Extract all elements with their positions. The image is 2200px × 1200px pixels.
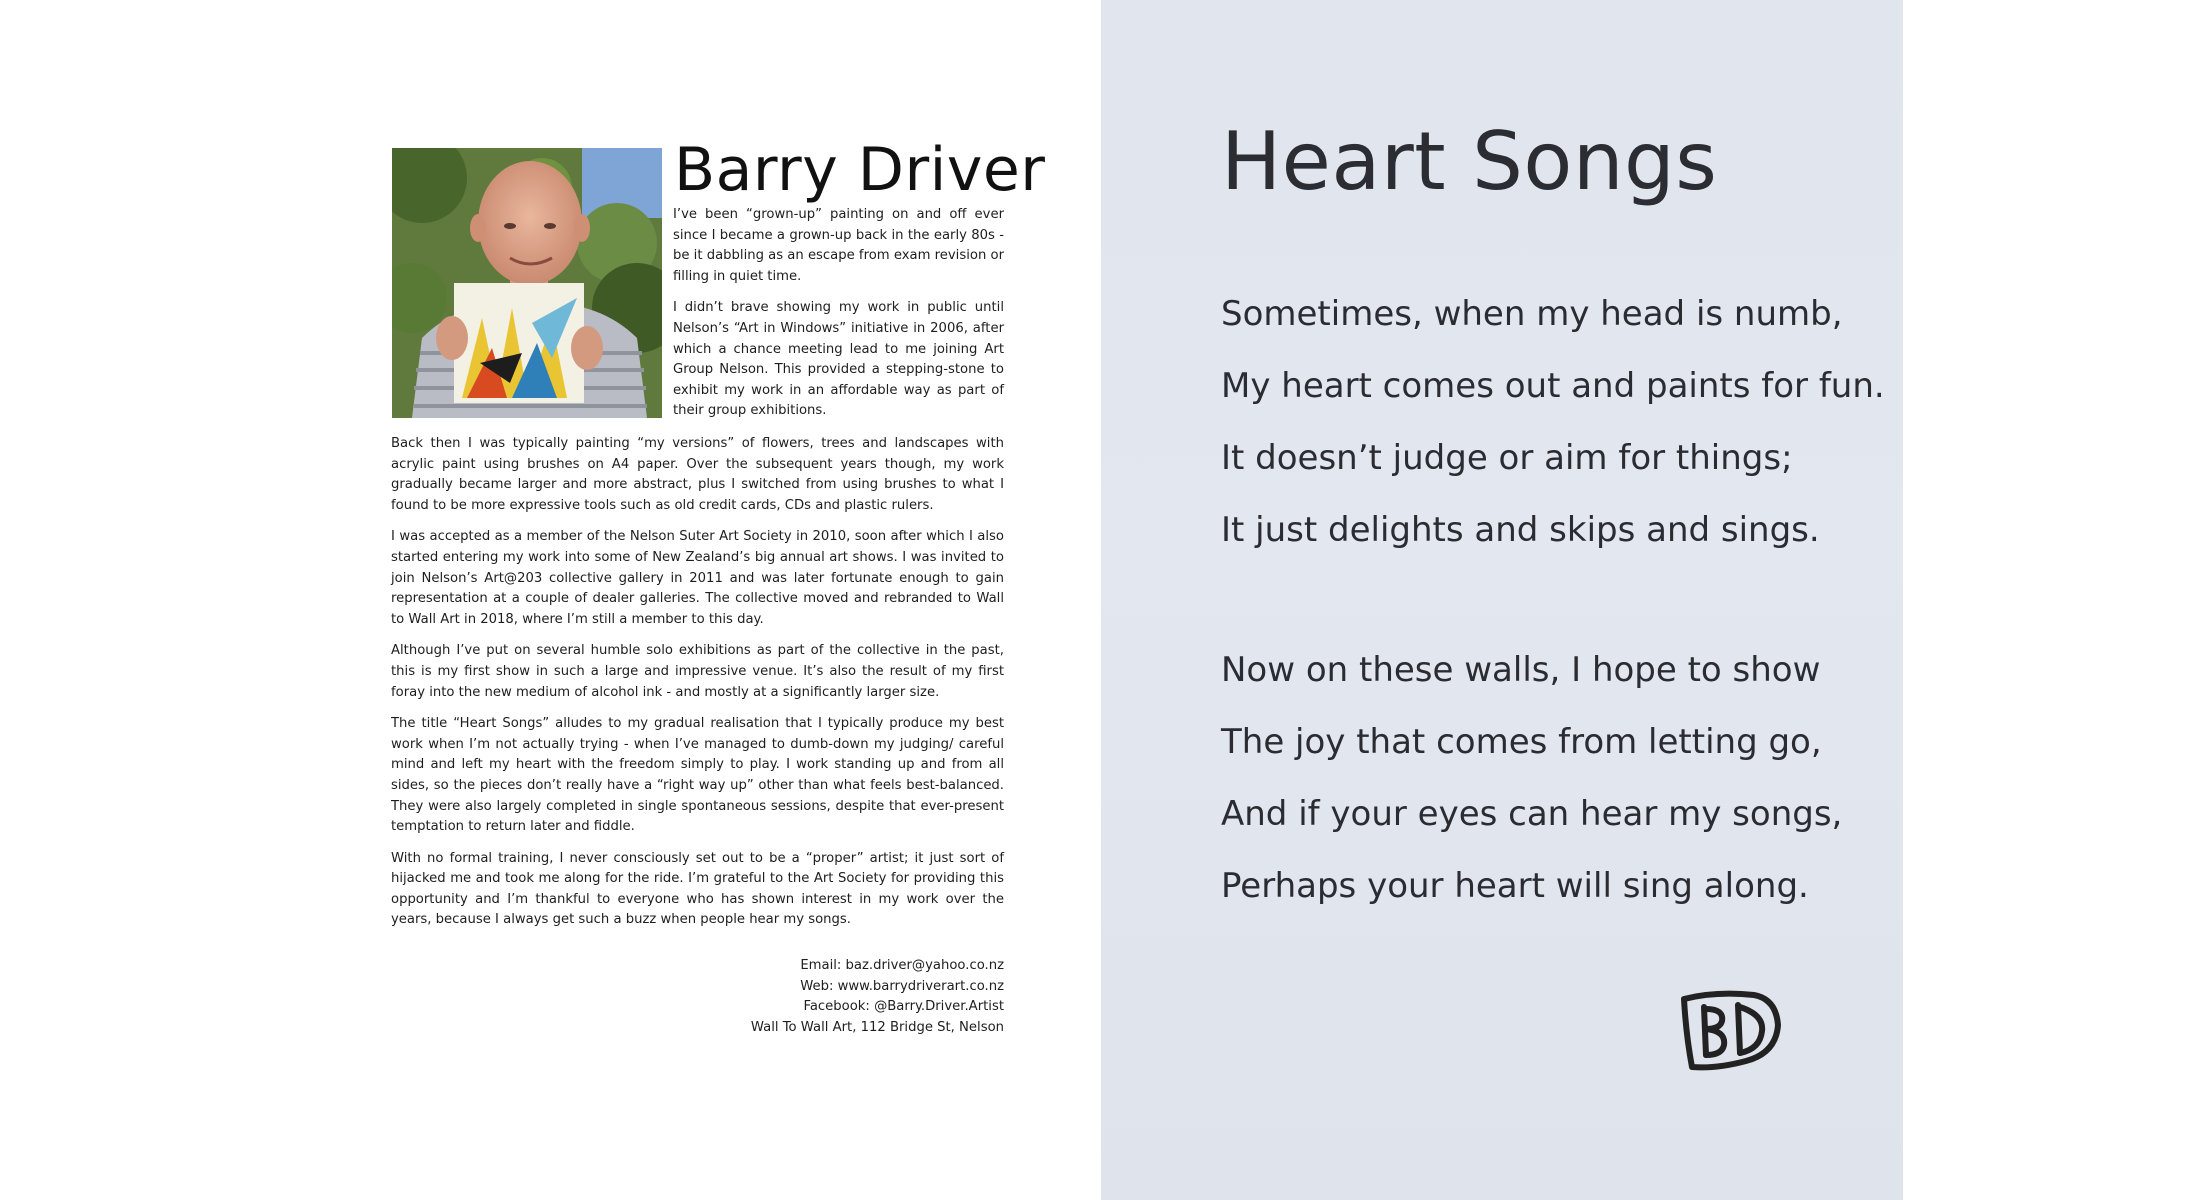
bio-paragraph: I didn’t brave showing my work in public until Nelson’s “Art in Windows” initiative in 2006, after which a chance meeting lead to me joining Art Group Nelson. This provided a stepping-stone to exhibit my work in an affordable way as part of their group exhibitions. [673,300,1004,419]
poem-line: Sometimes, when my head is numb, [1221,294,1843,334]
poem-line: And if your eyes can hear my songs, [1221,794,1843,834]
poem-line: Perhaps your heart will sing along. [1221,866,1809,906]
bio-intro [673,205,1004,433]
bio-paragraph: I’ve been “grown-up” painting on and off ever since I became a grown-up back in the early 80s - be it dabbling as an escape from exam revision or filling in quiet time. [673,207,1004,284]
contact-details [751,956,1004,1038]
poem-title: Heart Songs [1221,115,1718,208]
contact-address: Wall To Wall Art, 112 Bridge St, Nelson [750,1019,1004,1035]
poem-line: It just delights and skips and sings. [1221,510,1820,550]
poem-line: Now on these walls, I hope to show [1221,650,1821,690]
contact-facebook[interactable]: Facebook: @Barry.Driver.Artist [803,999,1004,1015]
artist-photo [392,148,662,418]
poem-line: The joy that comes from letting go, [1221,722,1822,762]
artist-name: Barry Driver [674,135,1046,205]
contact-web[interactable]: Web: www.barrydriverart.co.nz [800,978,1004,994]
contact-email[interactable]: Email: baz.driver@yahoo.co.nz [800,958,1004,973]
bio-paragraph: Back then I was typically painting “my versions” of flowers, trees and landscapes with acrylic paint using brushes on A4 paper. Over the subsequent years though, my work gradually became larger and more abstract, plus I switched from using brushes to what I found to be more expressive tools such as old credit cards, CDs and plastic rulers. [391,436,1004,513]
poem-stanza-2 [1221,634,1842,922]
right-margin [1903,0,2200,1200]
poem-stanza-1 [1221,278,1885,566]
poem-line: My heart comes out and paints for fun. [1221,366,1885,406]
poem-page [1101,0,1903,1200]
bio-paragraph: I was accepted as a member of the Nelson Suter Art Society in 2010, soon after which I also started entering my work into some of New Zealand’s big annual art shows. I was invited to join Nelson’s Art@203 collective gallery in 2011 and was later fortunate enough to gain representation at a couple of dealer galleries. The collective moved and rebranded to Wall to Wall Art in 2018, where I’m still a member to this day. [391,529,1004,627]
bio-paragraph: Although I’ve put on several humble solo exhibitions as part of the collective in the past, this is my first show in such a large and impressive venue. It’s also the result of my first foray into the new medium of alcohol ink - and mostly at a significantly larger size. [391,643,1004,700]
bio-paragraph: The title “Heart Songs” alludes to my gradual realisation that I typically produce my best work when I’m not actually trying - when I’ve managed to dumb-down my judging/ careful mind and left my heart with the freedom simply to play. I work standing up and from all sides, so the pieces don’t really have a “right way up” other than what feels best-balanced. They were also largely completed in single spontaneous sessions, despite that ever-present temptation to return later and fiddle. [391,716,1004,835]
bio-paragraph: With no formal training, I never consciously set out to be a “proper” artist; it just sort of hijacked me and took me along for the ride. I’m grateful to the Art Society for providing this opportunity and I’m thankful to everyone who has shown interest in my work over the years, because I always get such a buzz when people hear my songs. [391,850,1004,928]
bio-body [391,434,1004,942]
signature-logo [1676,985,1786,1075]
poem-line: It doesn’t judge or aim for things; [1221,438,1793,478]
